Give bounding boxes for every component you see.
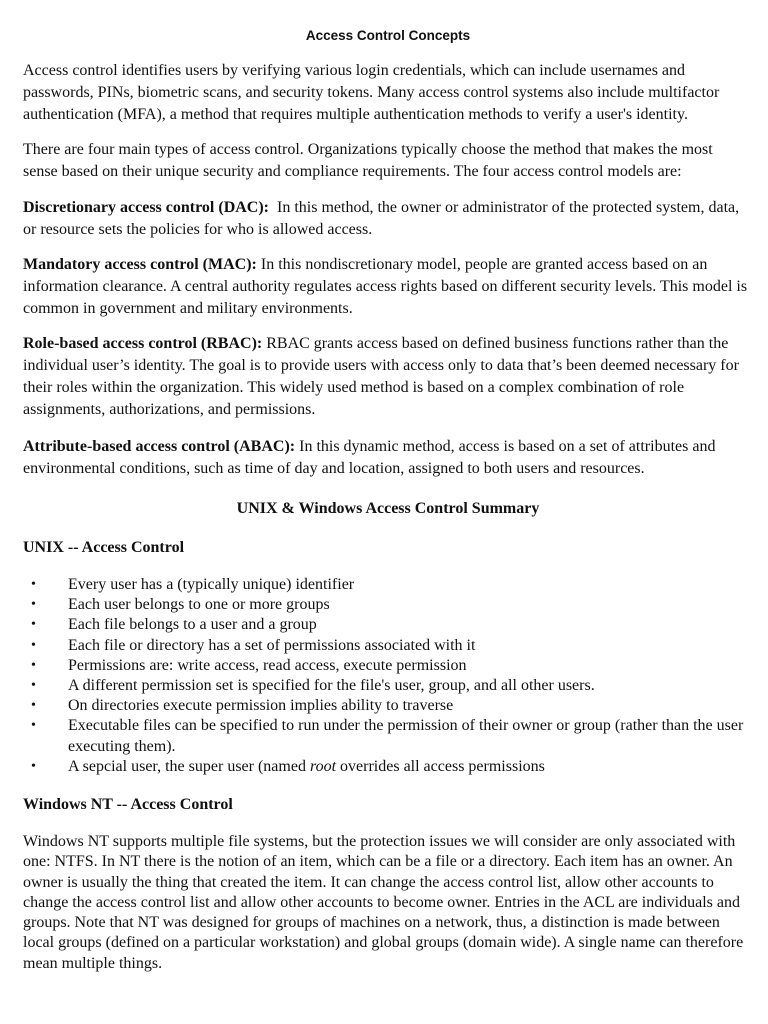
- model-term-abac: Attribute-based access control (ABAC):: [23, 438, 296, 455]
- model-term-rbac: Role-based access control (RBAC):: [23, 335, 263, 352]
- bullet-icon: •: [31, 758, 36, 774]
- model-text-rbac: RBAC grants access based on defined business functions rather than the individual user’s identity. The goal is to provide users with access only to data that’s been deemed necessary for their roles within the organization. This widely used method is based on a complex combination of role assignments, authorizations, and permissions.: [23, 335, 739, 418]
- model-text-dac: In this method, the owner or administrator of the protected system, data, or resource sets the policies for who is allowed access.: [23, 199, 744, 238]
- list-item: • Every user has a (typically unique) identifier: [23, 575, 753, 595]
- model-paragraph-dac: [23, 197, 751, 241]
- bullet-icon: •: [31, 617, 36, 633]
- intro-paragraph-types: There are four main types of access control. Organizations typically choose the method that makes the most sense based on their unique security and compliance requirements. The four access control models are:: [23, 141, 713, 180]
- list-item-super-user: • A sepcial user, the super user (named root overrides all access permissions: [23, 757, 753, 777]
- list-item: • Each file belongs to a user and a group: [23, 615, 753, 635]
- model-paragraph-abac: [23, 436, 751, 480]
- unix-heading: UNIX -- Access Control: [23, 539, 185, 556]
- bullet-icon: •: [31, 597, 36, 613]
- document-title: Access Control Concepts: [305, 28, 471, 43]
- unix-bullet-list: [23, 575, 753, 777]
- summary-heading: UNIX & Windows Access Control Summary: [236, 500, 540, 517]
- model-term-dac: Discretionary access control (DAC):: [23, 199, 270, 216]
- windows-nt-paragraph: Windows NT supports multiple file systems, but the protection issues we will consider are only associated with one: NTFS. In NT there is the notion of an item, which can be a file or a directory. Each item has an owner. An owner is usually the thing that created the item. It can change the access control list, allow other accounts to change the access control list and allow other accounts to become owner. Entries in the ACL are individuals and groups. Note that NT was designed for groups of machines on a network, thus, a distinction is made between local groups (defined on a particular workstation) and global groups (domain wide). A single name can therefore mean multiple things.: [23, 833, 744, 972]
- root-italic-term: root: [309, 757, 337, 775]
- model-text-mac: In this nondiscretionary model, people are granted access based on an information clearance. A central authority regulates access rights based on different security levels. This model is common in government and military environments.: [23, 256, 748, 317]
- model-paragraph-rbac: [23, 333, 751, 421]
- bullet-icon: •: [31, 637, 36, 653]
- bullet-icon: •: [31, 678, 36, 694]
- bullet-icon: •: [31, 657, 36, 673]
- bullet-icon: •: [31, 698, 36, 714]
- windows-nt-heading: Windows NT -- Access Control: [23, 796, 233, 813]
- model-paragraph-mac: [23, 254, 751, 320]
- bullet-icon: •: [31, 577, 36, 592]
- list-item: • A different permission set is specified for the file's user, group, and all other users.: [23, 676, 753, 696]
- list-item: • Executable files can be specified to run under the permission of their owner or group (rather than the user executing them).: [31, 717, 744, 755]
- model-term-mac: Mandatory access control (MAC):: [23, 256, 257, 273]
- bullet-icon: •: [31, 718, 36, 734]
- model-text-abac: In this dynamic method, access is based on a set of attributes and environmental conditions, such as time of day and location, assigned to both users and resources.: [23, 438, 716, 477]
- list-item: • On directories execute permission implies ability to traverse: [23, 696, 753, 716]
- intro-paragraph-credentials: Access control identifies users by verifying various login credentials, which can include usernames and passwords, PINs, biometric scans, and security tokens. Many access control systems also include multifactor authentication (MFA), a method that requires multiple authentication methods to verify a user's identity.: [23, 62, 720, 123]
- list-item: • Each user belongs to one or more groups: [23, 595, 753, 615]
- list-item: • Each file or directory has a set of permissions associated with it: [23, 636, 753, 656]
- list-item: • Permissions are: write access, read access, execute permission: [23, 656, 753, 676]
